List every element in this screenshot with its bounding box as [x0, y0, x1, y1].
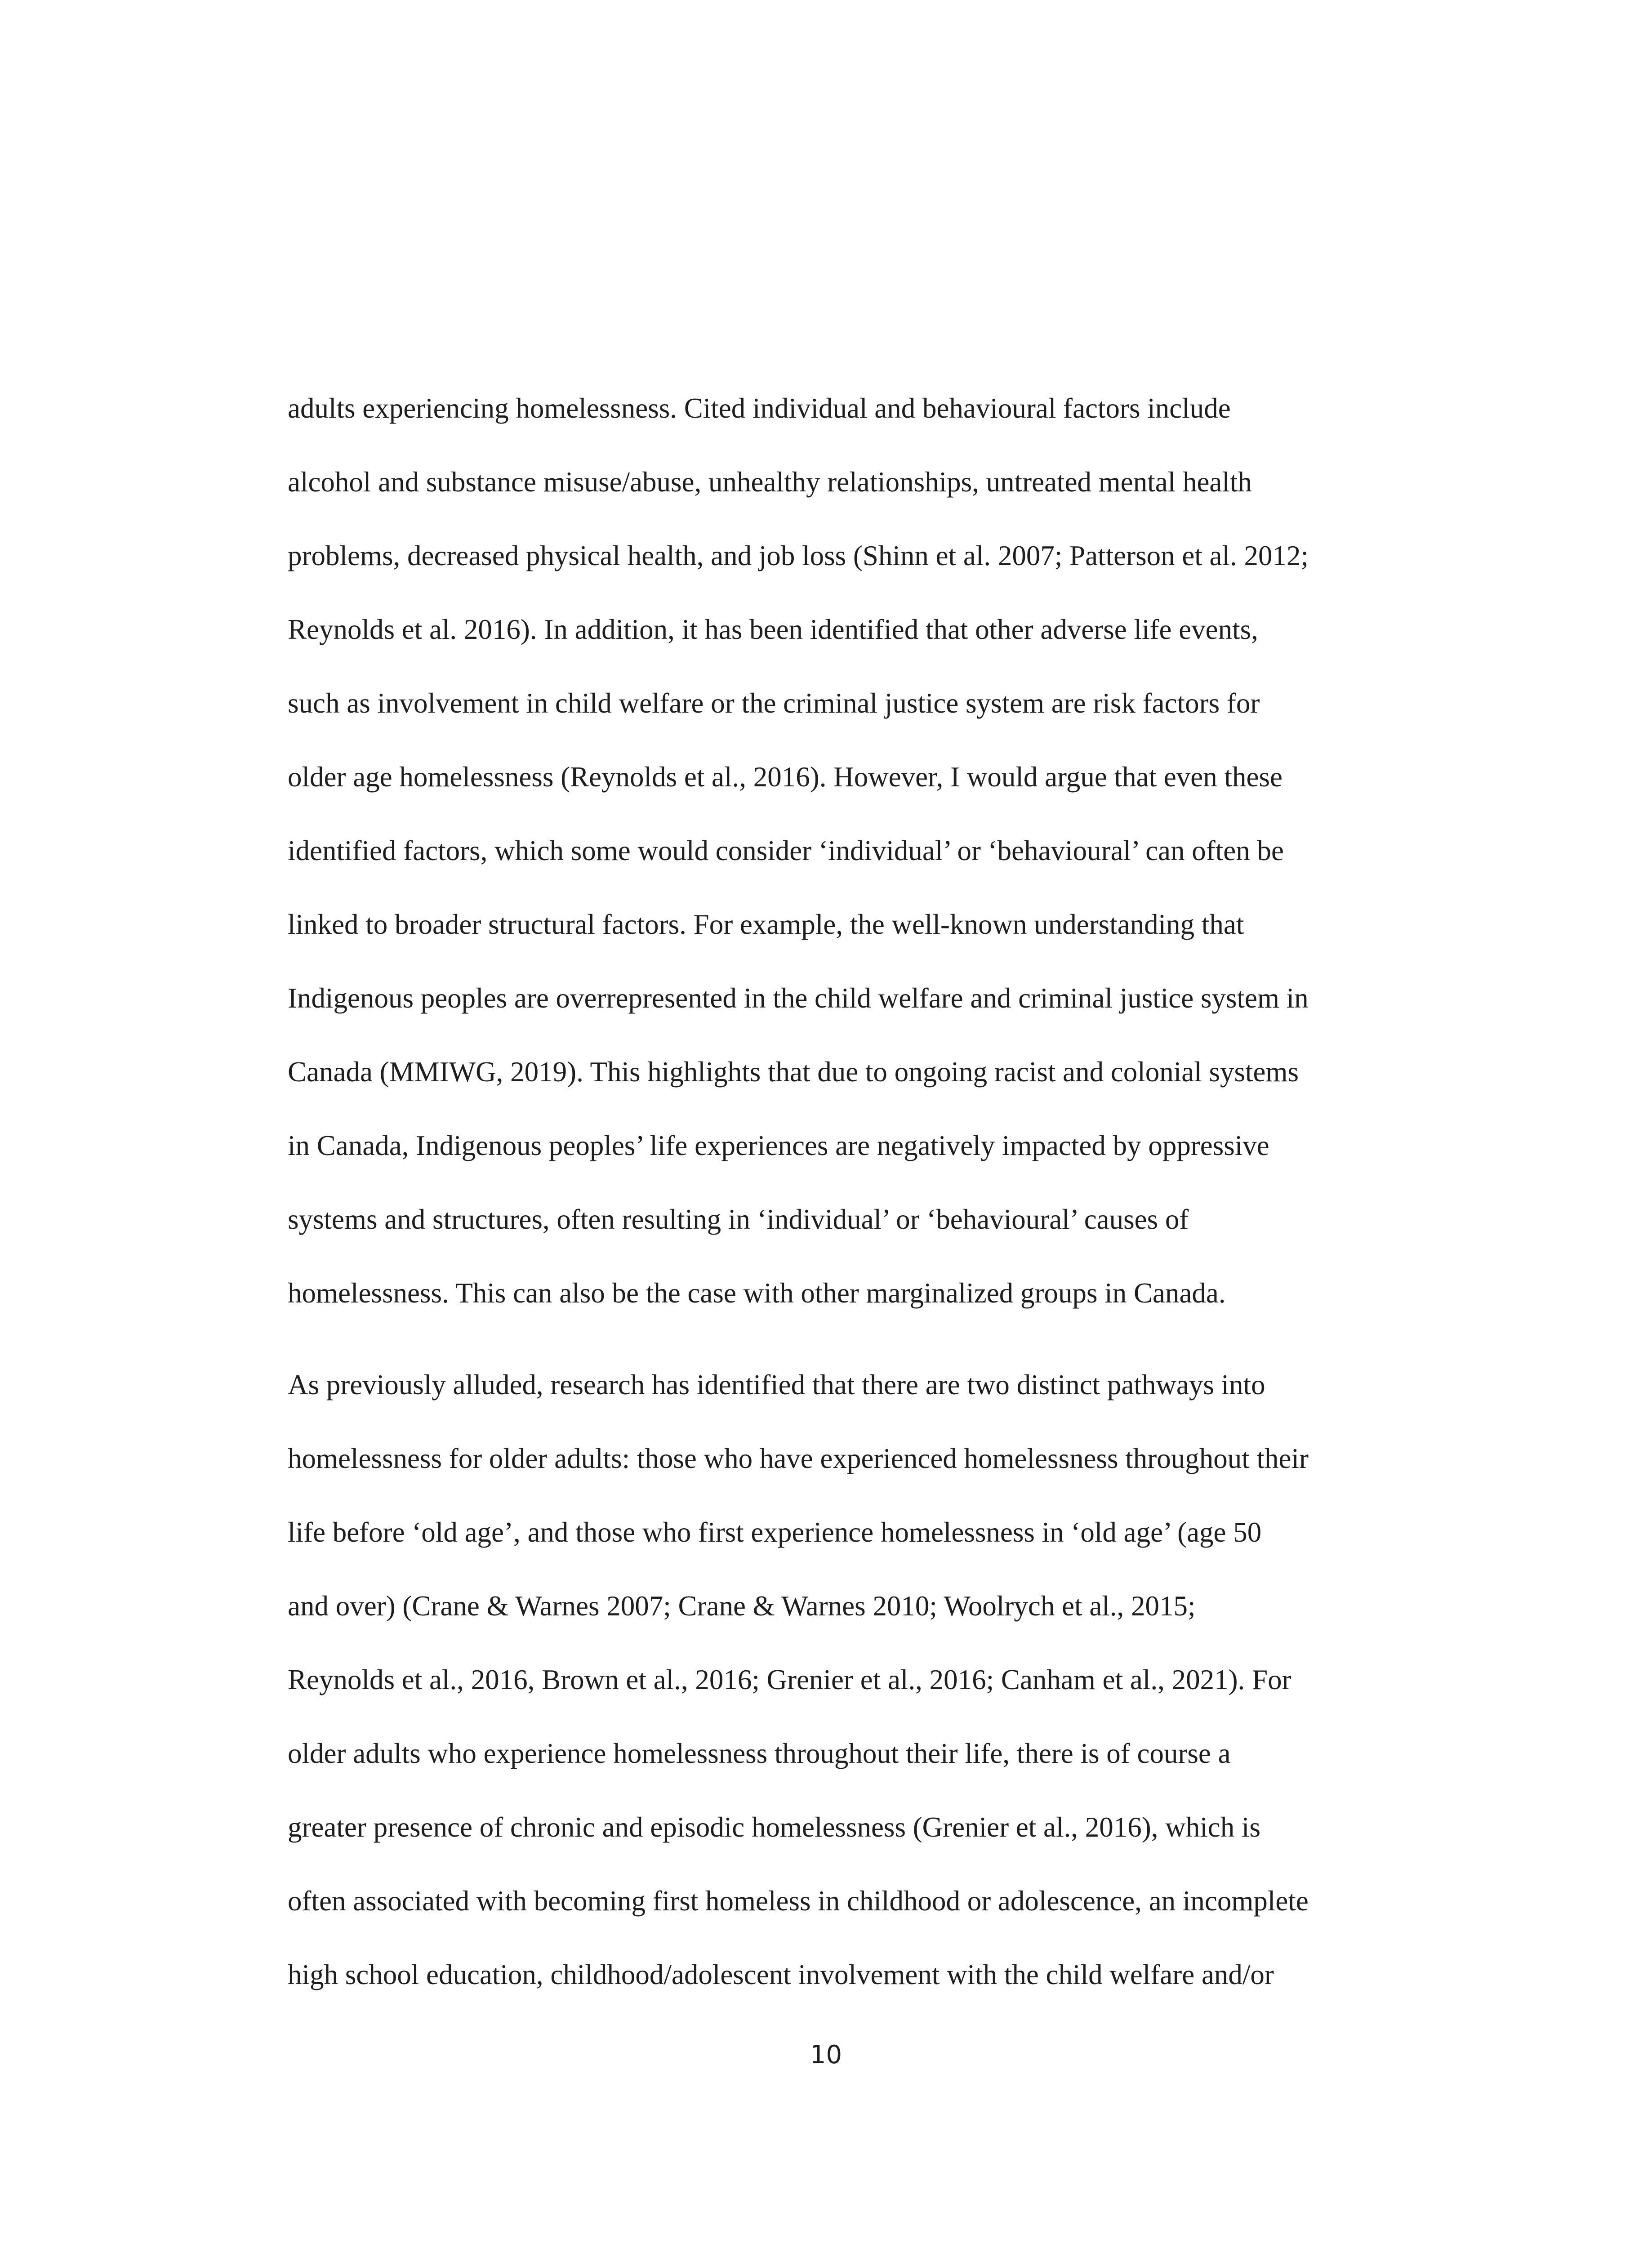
text-line: Reynolds et al. 2016). In addition, it has been identified that other adverse life events, — [288, 614, 1258, 645]
text-line: problems, decreased physical health, and job loss (Shinn et al. 2007; Patterson et al. 2012; — [288, 540, 1309, 571]
text-line: systems and structures, often resulting in ‘individual’ or ‘behavioural’ causes of — [288, 1204, 1189, 1235]
text-line: older age homelessness (Reynolds et al., 2016). However, I would argue that even these — [288, 761, 1282, 793]
text-line: life before ‘old age’, and those who first experience homelessness in ‘old age’ (age 50 — [288, 1517, 1262, 1548]
text-line: such as involvement in child welfare or the criminal justice system are risk factors for — [288, 687, 1260, 719]
text-line: often associated with becoming first homeless in childhood or adolescence, an incomplete — [288, 1885, 1309, 1917]
text-line: identified factors, which some would consider ‘individual’ or ‘behavioural’ can often be — [288, 835, 1284, 866]
paragraph-2 — [288, 1362, 1447, 2026]
text-line: Canada (MMIWG, 2019). This highlights that due to ongoing racist and colonial systems — [288, 1056, 1299, 1088]
text-line: in Canada, Indigenous peoples’ life experiences are negatively impacted by oppressive — [288, 1130, 1269, 1161]
text-line: Indigenous peoples are overrepresented in the child welfare and criminal justice system in — [288, 982, 1309, 1014]
paragraph-spacer — [288, 1344, 1447, 1362]
text-line: high school education, childhood/adolescent involvement with the child welfare and/or — [288, 1959, 1274, 1990]
text-line: Reynolds et al., 2016, Brown et al., 2016; Grenier et al., 2016; Canham et al., 2021). For — [288, 1664, 1291, 1695]
text-line: alcohol and substance misuse/abuse, unhealthy relationships, untreated mental health — [288, 466, 1252, 498]
text-line: homelessness. This can also be the case with other marginalized groups in Canada. — [288, 1277, 1226, 1309]
text-line: homelessness for older adults: those who have experienced homelessness throughout their — [288, 1443, 1309, 1474]
text-line: As previously alluded, research has identified that there are two distinct pathways into — [288, 1369, 1265, 1401]
text-line: linked to broader structural factors. For example, the well-known understanding that — [288, 909, 1244, 940]
paragraph-1 — [288, 386, 1447, 1344]
page-number: 10 — [810, 2040, 842, 2070]
text-line: adults experiencing homelessness. Cited individual and behavioural factors include — [288, 393, 1231, 424]
text-line: greater presence of chronic and episodic homelessness (Grenier et al., 2016), which is — [288, 1811, 1260, 1843]
text-line: and over) (Crane & Warnes 2007; Crane & Warnes 2010; Woolrych et al., 2015; — [288, 1590, 1196, 1622]
body-text — [288, 386, 1447, 2026]
text-line: older adults who experience homelessness throughout their life, there is of course a — [288, 1738, 1231, 1769]
